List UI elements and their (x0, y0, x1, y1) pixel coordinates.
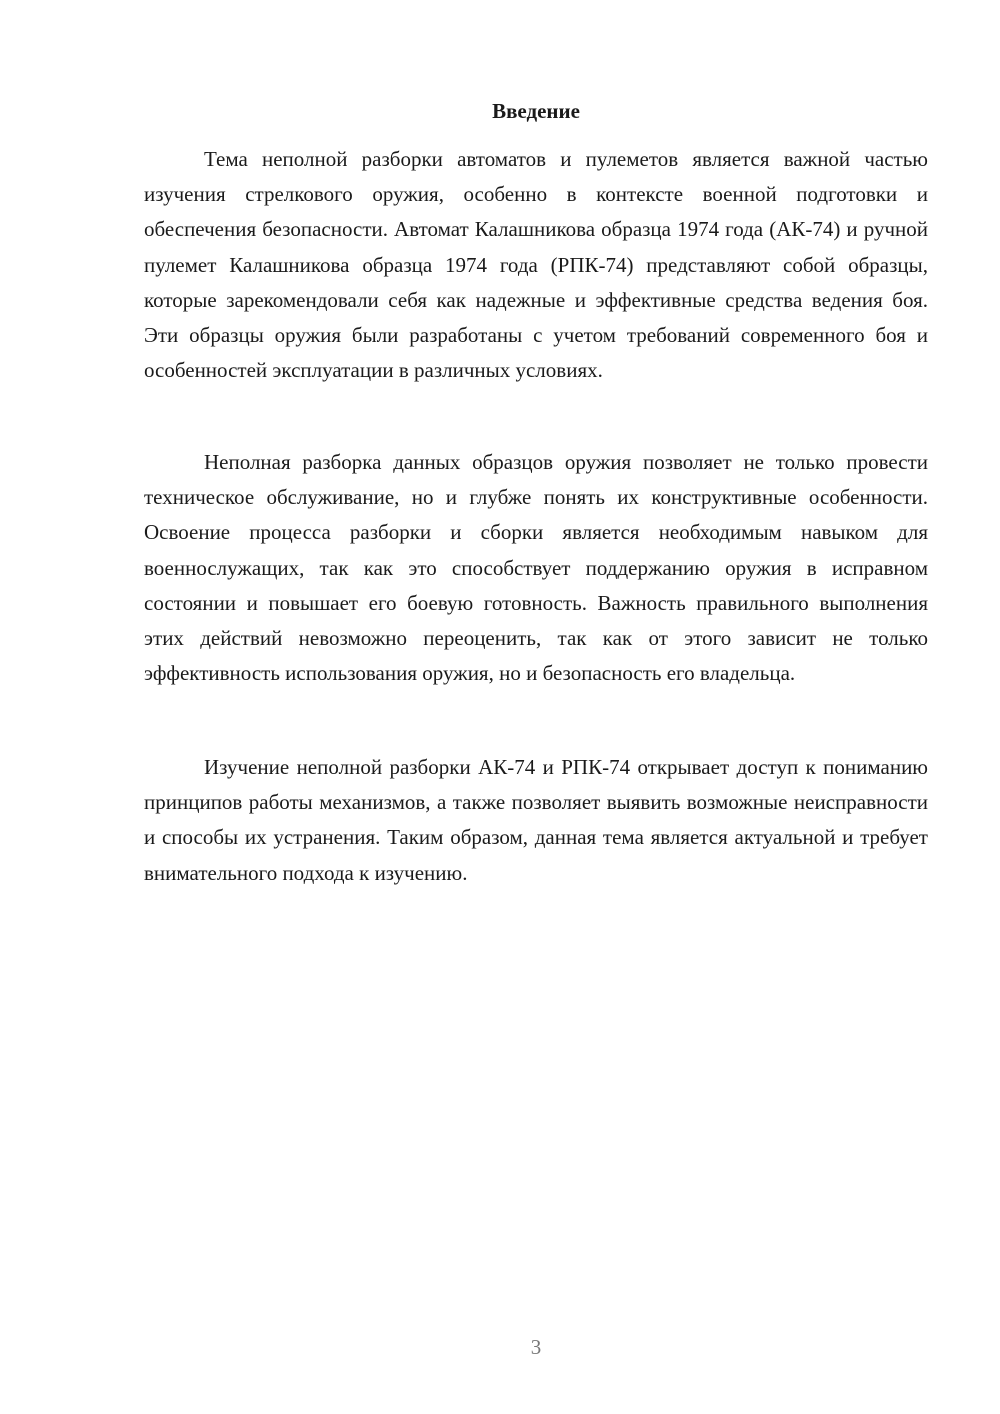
page-number: 3 (530, 1335, 542, 1359)
paragraph: Изучение неполной разборки АК-74 и РПК-74 открывает доступ к пониманию принципов работы механизмов, а также позволяет выявить возможные неисправности и способы их устранения. Таким образом, данная тема является актуальной и требует внимательного подхода к изучению. (144, 755, 928, 885)
section-heading: Введение (492, 99, 580, 123)
paragraph: Неполная разборка данных образцов оружия позволяет не только провести техническое обслуживание, но и глубже понять их конструктивные особенности. Освоение процесса разборки и сборки является необходимым навыком для военнослужащих, так как это способствует поддержанию оружия в исправном состоянии и повышает его боевую готовность. Важность правильного выполнения этих действий невозможно переоценить, так как от этого зависит не только эффективность использования оружия, но и безопасность его владельца. (144, 450, 928, 686)
paragraph: Тема неполной разборки автоматов и пулеметов является важной частью изучения стрелкового оружия, особенно в контексте военной подготовки и обеспечения безопасности. Автомат Калашникова образца 1974 года (АК-74) и ручной пулемет Калашникова образца 1974 года (РПК-74) представляют собой образцы, которые зарекомендовали себя как надежные и эффективные средства ведения боя. Эти образцы оружия были разработаны с учетом требований современного боя и особенностей эксплуатации в различных условиях. (144, 147, 928, 383)
